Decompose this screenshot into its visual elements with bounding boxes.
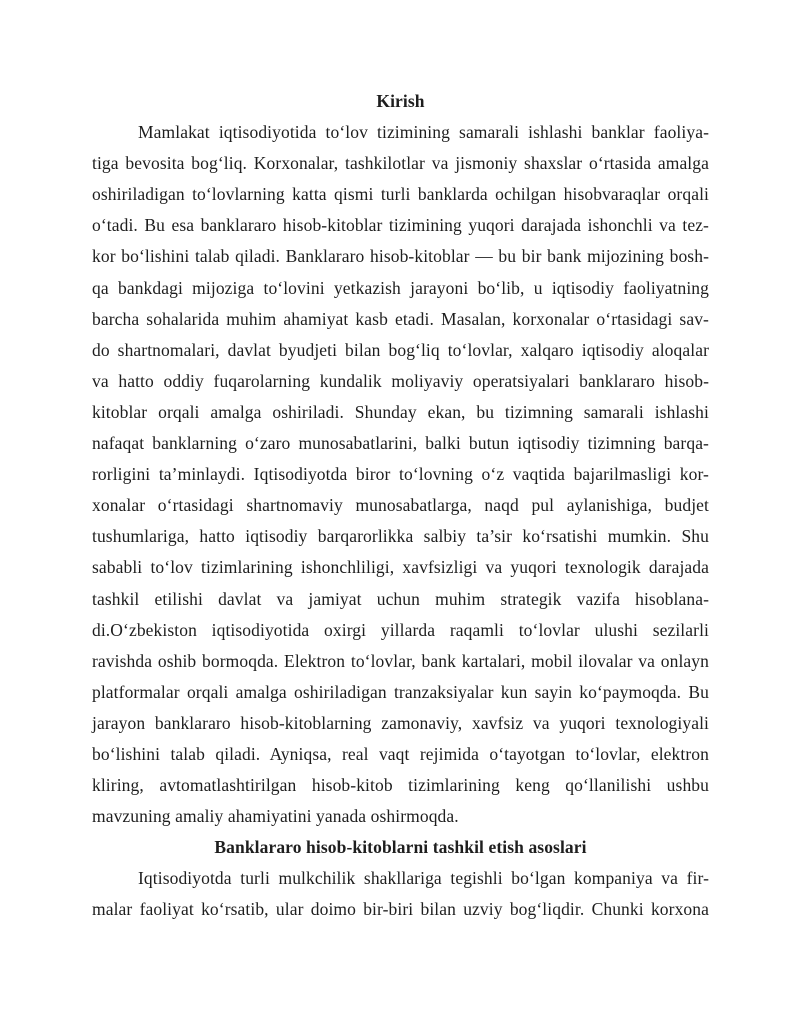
text-line: platformalar orqali amalga oshiriladigan tranzaksiyalar kun sayin ko‘paymoqda. Bu — [92, 681, 709, 702]
section-heading-banklararo: Banklararo hisob-kitoblarni tashkil etish asoslari — [214, 837, 587, 858]
text-line: xonalar o‘rtasidagi shartnomaviy munosabatlarga, naqd pul aylanishiga, budjet — [92, 495, 709, 516]
text-line: qa bankdagi mijoziga to‘lovini yetkazish jarayoni bo‘lib, u iqtisodiy faoliyatning — [92, 277, 709, 298]
text-line: nafaqat banklarning o‘zaro munosabatlarini, balki butun iqtisodiy tizimning barqa- — [92, 433, 709, 454]
text-line: jarayon banklararo hisob-kitoblarning zamonaviy, xavfsiz va yuqori texnologiyali — [92, 712, 709, 733]
text-line: oshiriladigan to‘lovlarning katta qismi turli banklarda ochilgan hisobvaraqlar orqali — [92, 184, 709, 205]
text-line: sababli to‘lov tizimlarining ishonchliligi, xavfsizligi va yuqori texnologik darajada — [92, 557, 709, 578]
text-line: tushumlariga, hatto iqtisodiy barqarorlikka salbiy ta’sir ko‘rsatishi mumkin. Shu — [92, 526, 709, 547]
text-line: Mamlakat iqtisodiyotida to‘lov tizimining samarali ishlashi banklar faoliya- — [138, 122, 709, 143]
text-line: o‘tadi. Bu esa banklararo hisob-kitoblar tizimining yuqori darajada ishonchli va tez- — [92, 215, 709, 236]
text-line: kor bo‘lishini talab qiladi. Banklararo hisob-kitoblar — bu bir bank mijozining bosh- — [92, 246, 709, 267]
text-line: do shartnomalari, davlat byudjeti bilan bog‘liq to‘lovlar, xalqaro iqtisodiy aloqalar — [92, 339, 709, 360]
text-line: ravishda oshib bormoqda. Elektron to‘lovlar, bank kartalari, mobil ilovalar va onlayn — [92, 650, 709, 671]
text-line: malar faoliyat ko‘rsatib, ular doimo bir-biri bilan uzviy bog‘liqdir. Chunki korxona — [92, 899, 709, 920]
text-line: tashkil etilishi davlat va jamiyat uchun muhim strategik vazifa hisoblana- — [92, 588, 709, 609]
text-line: Iqtisodiyotda turli mulkchilik shakllariga tegishli bo‘lgan kompaniya va fir- — [138, 868, 709, 889]
text-line: di.O‘zbekiston iqtisodiyotida oxirgi yillarda raqamli to‘lovlar ulushi sezilarli — [92, 619, 709, 640]
text-line: kliring, avtomatlashtirilgan hisob-kitob tizimlarining keng qo‘llanilishi ushbu — [92, 775, 709, 796]
text-line: va hatto oddiy fuqarolarning kundalik moliyaviy operatsiyalari banklararo hisob- — [92, 370, 709, 391]
document-content — [92, 86, 709, 926]
section-heading-kirish: Kirish — [376, 91, 425, 111]
text-line: bo‘lishini talab qiladi. Ayniqsa, real vaqt rejimida o‘tayotgan to‘lovlar, elektron — [92, 743, 709, 764]
text-line: kitoblar orqali amalga oshiriladi. Shunday ekan, bu tizimning samarali ishlashi — [92, 401, 709, 422]
text-line: rorligini ta’minlaydi. Iqtisodiyotda biror to‘lovning o‘z vaqtida bajarilmasligi kor- — [92, 464, 709, 485]
text-line: mavzuning amaliy ahamiyatini yanada oshirmoqda. — [92, 806, 459, 827]
text-line: tiga bevosita bog‘liq. Korxonalar, tashkilotlar va jismoniy shaxslar o‘rtasida amalga — [92, 153, 709, 174]
text-line: barcha sohalarida muhim ahamiyat kasb etadi. Masalan, korxonalar o‘rtasidagi sav- — [92, 308, 709, 329]
